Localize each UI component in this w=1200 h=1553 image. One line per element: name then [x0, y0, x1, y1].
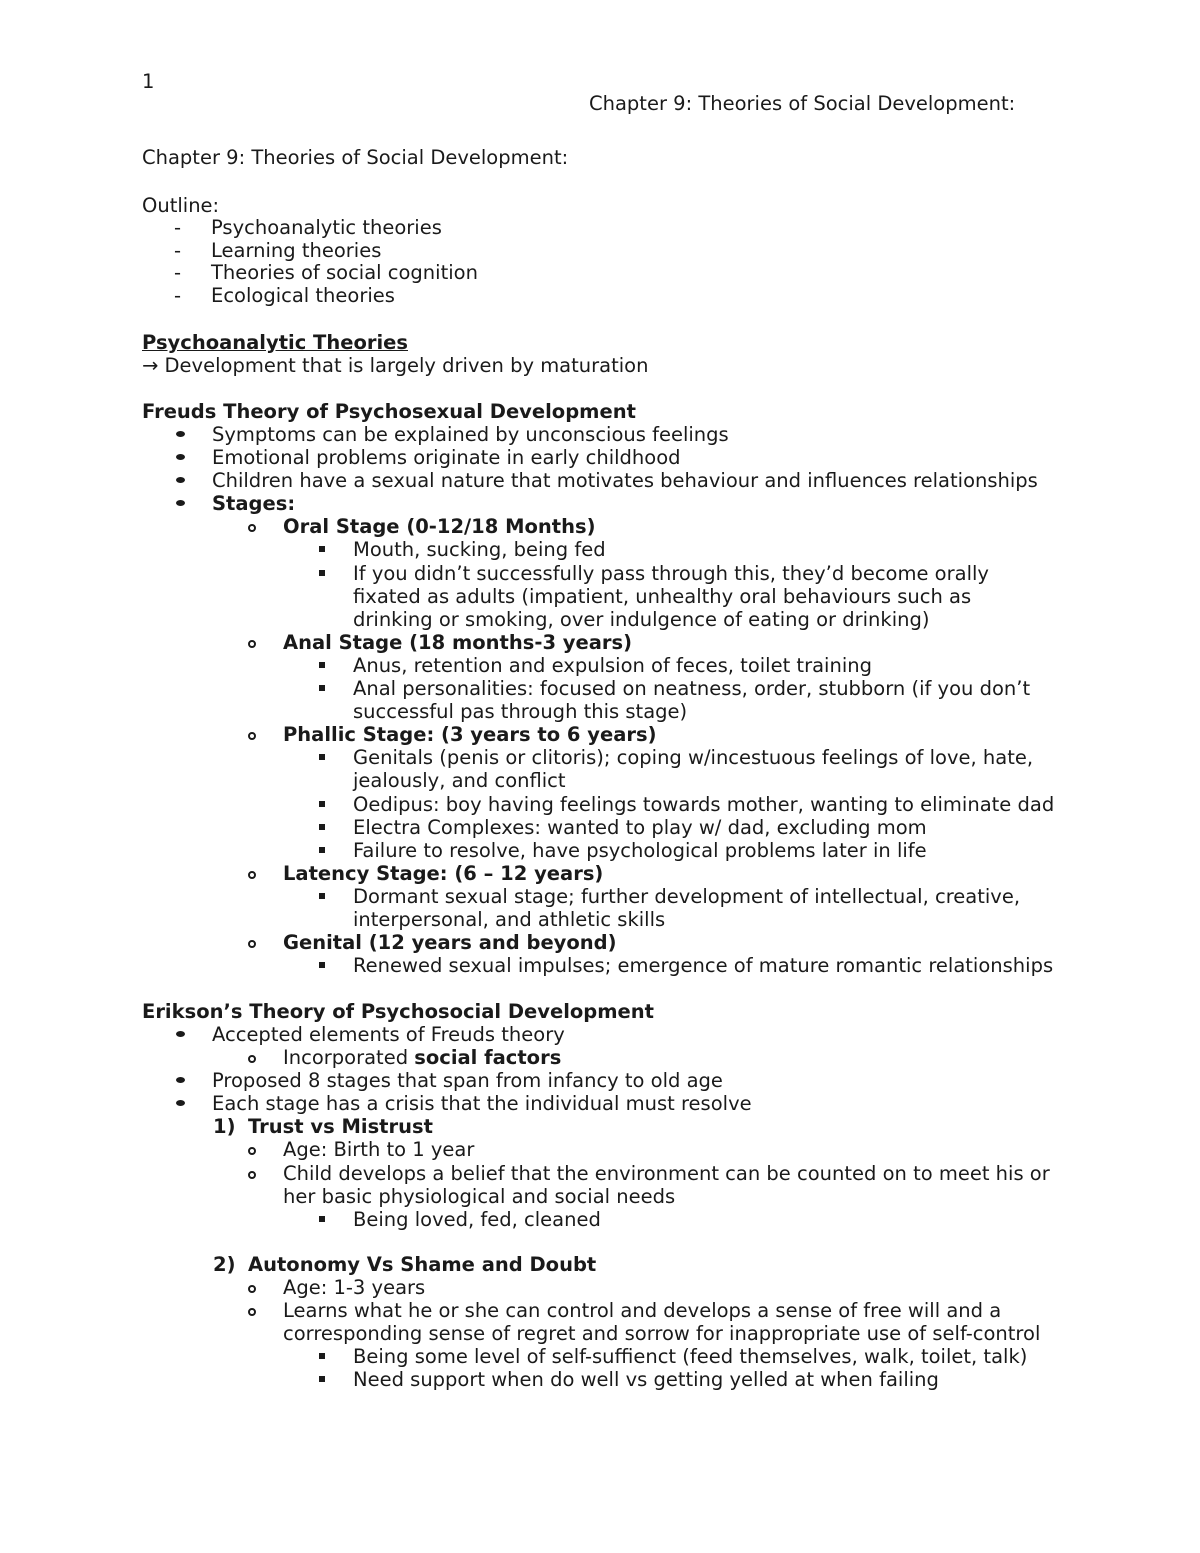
stages-label: Stages:	[142, 492, 1142, 515]
list-item: Symptoms can be explained by unconscious feelings	[142, 423, 1142, 446]
erikson-stage-2: 2) Autonomy Vs Shame and Doubt	[213, 1252, 597, 1276]
circle-bullet-icon	[248, 1147, 256, 1155]
list-item: Being loved, fed, cleaned	[142, 1208, 1142, 1231]
psychoanalytic-heading: Psychoanalytic Theories	[142, 331, 408, 354]
square-bullet-icon	[319, 962, 325, 968]
list-item: Anal personalities: focused on neatness, order, stubborn (if you don’t successful pas through this stage)	[142, 677, 1142, 723]
list-item: Need support when do well vs getting yelled at when failing	[142, 1368, 1142, 1391]
square-bullet-icon	[319, 662, 325, 668]
bullet-icon	[176, 500, 185, 506]
list-item: Anus, retention and expulsion of feces, toilet training	[142, 654, 1142, 677]
circle-bullet-icon	[248, 1308, 256, 1316]
outline-label: Outline:	[142, 194, 220, 217]
bullet-icon	[176, 1031, 185, 1037]
running-header: Chapter 9: Theories of Social Development:	[589, 92, 1016, 115]
list-item: Emotional problems originate in early childhood	[142, 446, 1142, 469]
stage-latency: Latency Stage: (6 – 12 years)	[142, 862, 1142, 885]
outline-item: - Theories of social cognition	[174, 262, 478, 285]
bullet-icon	[176, 477, 185, 483]
list-item: Renewed sexual impulses; emergence of mature romantic relationships	[142, 954, 1142, 977]
list-item: Being some level of self-suffienct (feed themselves, walk, toilet, talk)	[142, 1345, 1142, 1368]
psychoanalytic-summary: → Development that is largely driven by maturation	[142, 354, 649, 377]
circle-bullet-icon	[248, 940, 256, 948]
square-bullet-icon	[319, 754, 325, 760]
square-bullet-icon	[319, 801, 325, 807]
list-item: Learns what he or she can control and develops a sense of free will and a corresponding sense of regret and sorrow for inappropriate use of self-control	[142, 1299, 1142, 1345]
list-item: If you didn’t successfully pass through this, they’d become orally fixated as adults (impatient, unhealthy oral behaviours such as drinking or smoking, over indulgence of eating or drinking)	[142, 562, 1142, 631]
circle-bullet-icon	[248, 871, 256, 879]
list-item: Electra Complexes: wanted to play w/ dad, excluding mom	[142, 816, 1142, 839]
erikson-section	[142, 1000, 1142, 1391]
list-item: Age: Birth to 1 year	[142, 1138, 1142, 1161]
square-bullet-icon	[319, 546, 325, 552]
square-bullet-icon	[319, 893, 325, 899]
square-bullet-icon	[319, 685, 325, 691]
circle-bullet-icon	[248, 1171, 256, 1179]
list-item: Failure to resolve, have psychological problems later in life	[142, 839, 1142, 862]
psychoanalytic-section	[142, 331, 1142, 377]
list-item: Each stage has a crisis that the individual must resolve	[142, 1092, 1142, 1115]
list-item: Dormant sexual stage; further development of intellectual, creative, interpersonal, and athletic skills	[142, 885, 1142, 931]
outline-item: - Psychoanalytic theories	[174, 217, 478, 240]
list-item: Age: 1-3 years	[142, 1276, 1142, 1299]
page-number: 1	[142, 70, 155, 93]
circle-bullet-icon	[248, 1285, 256, 1293]
square-bullet-icon	[319, 824, 325, 830]
bullet-icon	[176, 454, 185, 460]
list-item: Children have a sexual nature that motivates behaviour and influences relationships	[142, 469, 1142, 492]
document-title: Chapter 9: Theories of Social Development:	[142, 146, 569, 169]
square-bullet-icon	[319, 1376, 325, 1382]
square-bullet-icon	[319, 1216, 325, 1222]
bullet-icon	[176, 1077, 185, 1083]
square-bullet-icon	[319, 1353, 325, 1359]
circle-bullet-icon	[248, 640, 256, 648]
outline-list	[174, 217, 478, 307]
outline-item: - Ecological theories	[174, 285, 478, 308]
list-item: Incorporated social factors	[142, 1046, 1142, 1069]
outline-item: - Learning theories	[174, 240, 478, 263]
freud-heading: Freuds Theory of Psychosexual Development	[142, 400, 636, 423]
list-item: Oedipus: boy having feelings towards mother, wanting to eliminate dad	[142, 793, 1142, 816]
erikson-heading: Erikson’s Theory of Psychosocial Development	[142, 1000, 654, 1023]
list-item: Child develops a belief that the environment can be counted on to meet his or her basic physiological and social needs	[142, 1162, 1142, 1208]
list-item: Genitals (penis or clitoris); coping w/incestuous feelings of love, hate, jealously, and conflict	[142, 746, 1142, 792]
stage-phallic: Phallic Stage: (3 years to 6 years)	[142, 723, 1142, 746]
square-bullet-icon	[319, 570, 325, 576]
circle-bullet-icon	[248, 1055, 256, 1063]
bullet-icon	[176, 1100, 185, 1106]
bullet-icon	[176, 431, 185, 437]
square-bullet-icon	[319, 847, 325, 853]
circle-bullet-icon	[248, 732, 256, 740]
freud-section	[142, 400, 1142, 977]
stage-oral: Oral Stage (0-12/18 Months)	[142, 515, 1142, 538]
list-item: Mouth, sucking, being fed	[142, 538, 1142, 561]
list-item: Proposed 8 stages that span from infancy to old age	[142, 1069, 1142, 1092]
stage-genital: Genital (12 years and beyond)	[142, 931, 1142, 954]
erikson-stage-1: 1) Trust vs Mistrust	[213, 1115, 433, 1139]
stage-anal: Anal Stage (18 months-3 years)	[142, 631, 1142, 654]
list-item: Accepted elements of Freuds theory	[142, 1023, 1142, 1046]
circle-bullet-icon	[248, 524, 256, 532]
arrow-icon: →	[142, 354, 159, 377]
